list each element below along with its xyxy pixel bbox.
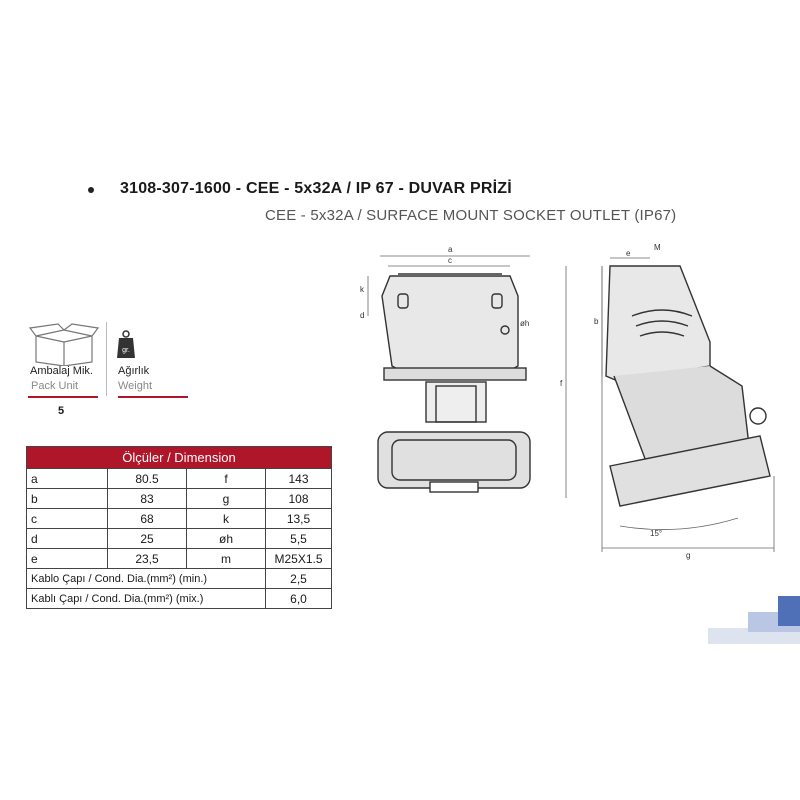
dim-label-m: M [654,243,661,252]
table-cell: f [187,469,266,489]
dimension-table [26,446,332,609]
table-cell: c [27,509,108,529]
table-row [27,489,332,509]
table-cell: 108 [266,489,332,509]
table-cell: e [27,549,108,569]
table-cell: g [187,489,266,509]
dim-label-h: øh [520,319,530,328]
table-row [27,549,332,569]
box-icon [28,322,100,366]
table-cell: k [187,509,266,529]
dim-label-f: f [560,379,563,388]
table-cell: 25 [108,529,187,549]
pack-underline [28,396,98,398]
cable-min-value: 2,5 [266,569,332,589]
divider [106,322,107,396]
bullet [88,187,94,193]
product-subtitle: CEE - 5x32A / SURFACE MOUNT SOCKET OUTLET (IP67) [265,207,677,224]
dim-label-b: b [594,317,599,326]
table-row [27,569,332,589]
table-cell: 68 [108,509,187,529]
technical-drawing [350,236,790,566]
table-cell: 13,5 [266,509,332,529]
table-cell: 5,5 [266,529,332,549]
dim-label-angle: 15° [650,529,663,538]
weight-underline [118,396,188,398]
dim-label-e: e [626,249,631,258]
cable-min-label: Kablo Çapı / Cond. Dia.(mm²) (min.) [27,569,266,589]
product-title: 3108-307-1600 - CEE - 5x32A / IP 67 - DUVAR PRİZİ [120,180,512,197]
decor-block [778,596,800,626]
table-cell: 80.5 [108,469,187,489]
dim-label-c: c [448,256,452,265]
table-cell: b [27,489,108,509]
pack-label-en: Pack Unit [31,380,79,392]
table-row [27,509,332,529]
table-cell: m [187,549,266,569]
table-cell: 83 [108,489,187,509]
dim-label-a: a [448,245,453,254]
table-header: Ölçüler / Dimension [27,447,332,469]
dim-label-k: k [360,285,364,294]
weight-icon-text: gr. [122,347,130,354]
table-row [27,469,332,489]
table-cell: d [27,529,108,549]
table-cell: 143 [266,469,332,489]
cable-max-label: Kablı Çapı / Cond. Dia.(mm²) (mix.) [27,589,266,609]
dim-label-g: g [686,551,691,560]
dim-label-d: d [360,311,365,320]
table-cell: M25X1.5 [266,549,332,569]
table-row [27,589,332,609]
pack-value: 5 [58,405,65,417]
weight-label-en: Weight [118,380,153,392]
table-cell: a [27,469,108,489]
table-cell: 23,5 [108,549,187,569]
weight-label-tr: Ağırlık [118,365,150,377]
pack-label-tr: Ambalaj Mik. [30,365,93,377]
table-row [27,529,332,549]
weight-icon [116,330,136,360]
table-cell: øh [187,529,266,549]
cable-max-value: 6,0 [266,589,332,609]
